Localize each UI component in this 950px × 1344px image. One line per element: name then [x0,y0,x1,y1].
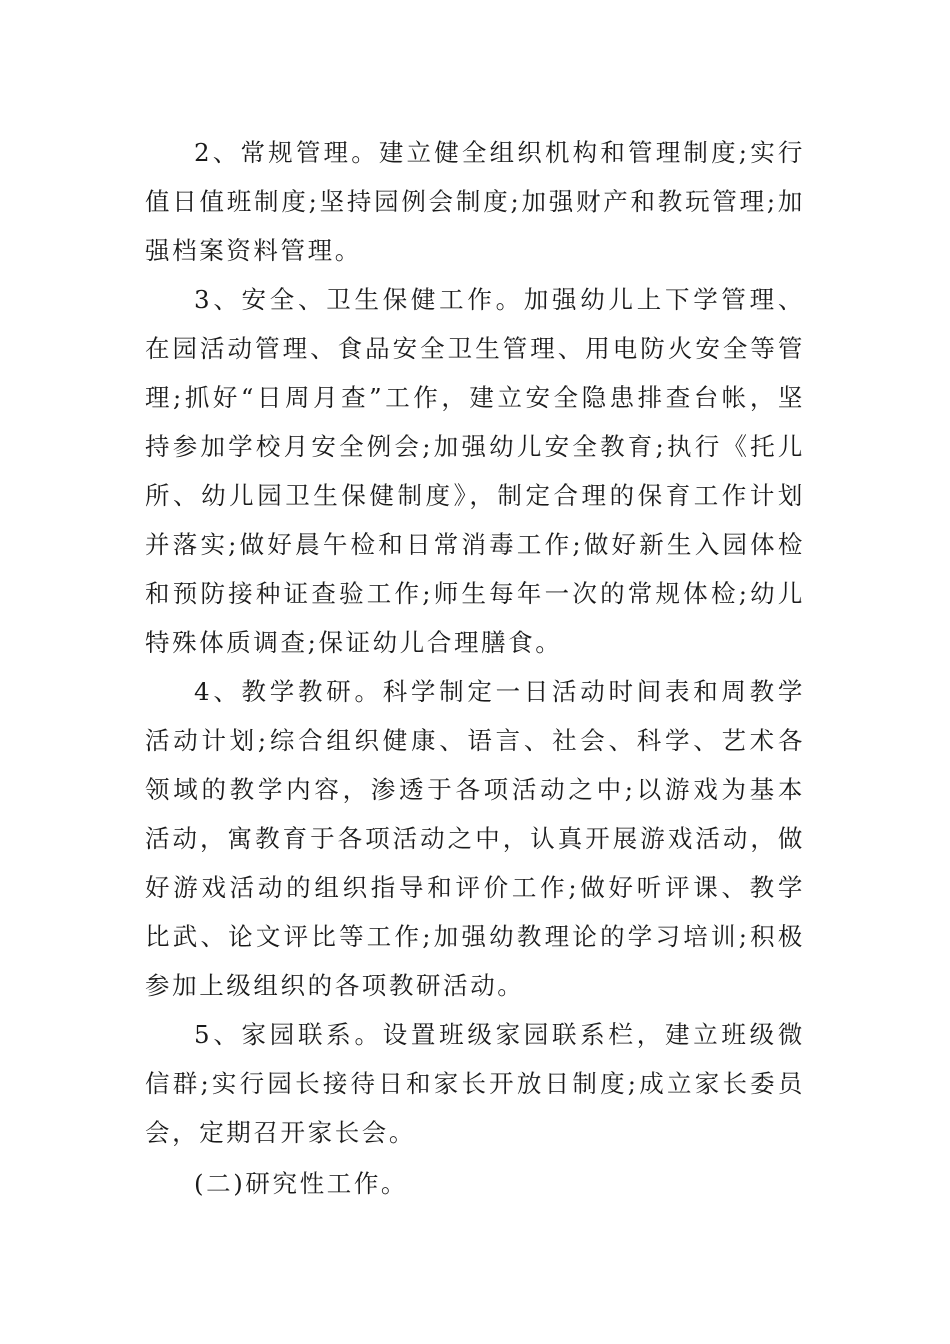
section-heading: (二)研究性工作。 [194,1169,409,1198]
document-body [145,128,805,1208]
paragraph-home-school-contact: 5、家园联系。设置班级家园联系栏，建立班级微信群;实行园长接待日和家长开放日制度;成立家长委员会，定期召开家长会。 [145,1020,805,1147]
paragraph-teaching-research: 4、教学教研。科学制定一日活动时间表和周教学活动计划;综合组织健康、语言、社会、科学、艺术各领域的教学内容，渗透于各项活动之中;以游戏为基本活动，寓教育于各项活动之中，认真开展游戏活动，做好游戏活动的组织指导和评价工作;做好听评课、教学比武、论文评比等工作;加强幼教理论的学习培训;积极参加上级组织的各项教研活动。 [145,677,805,1000]
paragraph-routine-management: 2、常规管理。建立健全组织机构和管理制度;实行值日值班制度;坚持园例会制度;加强财产和教玩管理;加强档案资料管理。 [145,138,805,265]
paragraph-safety-health: 3、安全、卫生保健工作。加强幼儿上下学管理、在园活动管理、食品安全卫生管理、用电防火安全等管理;抓好“日周月查”工作，建立安全隐患排查台帐，坚持参加学校月安全例会;加强幼儿安全教育;执行《托儿所、幼儿园卫生保健制度》，制定合理的保育工作计划并落实;做好晨午检和日常消毒工作;做好新生入园体检和预防接种证查验工作;师生每年一次的常规体检;幼儿特殊体质调查;保证幼儿合理膳食。 [145,285,805,657]
